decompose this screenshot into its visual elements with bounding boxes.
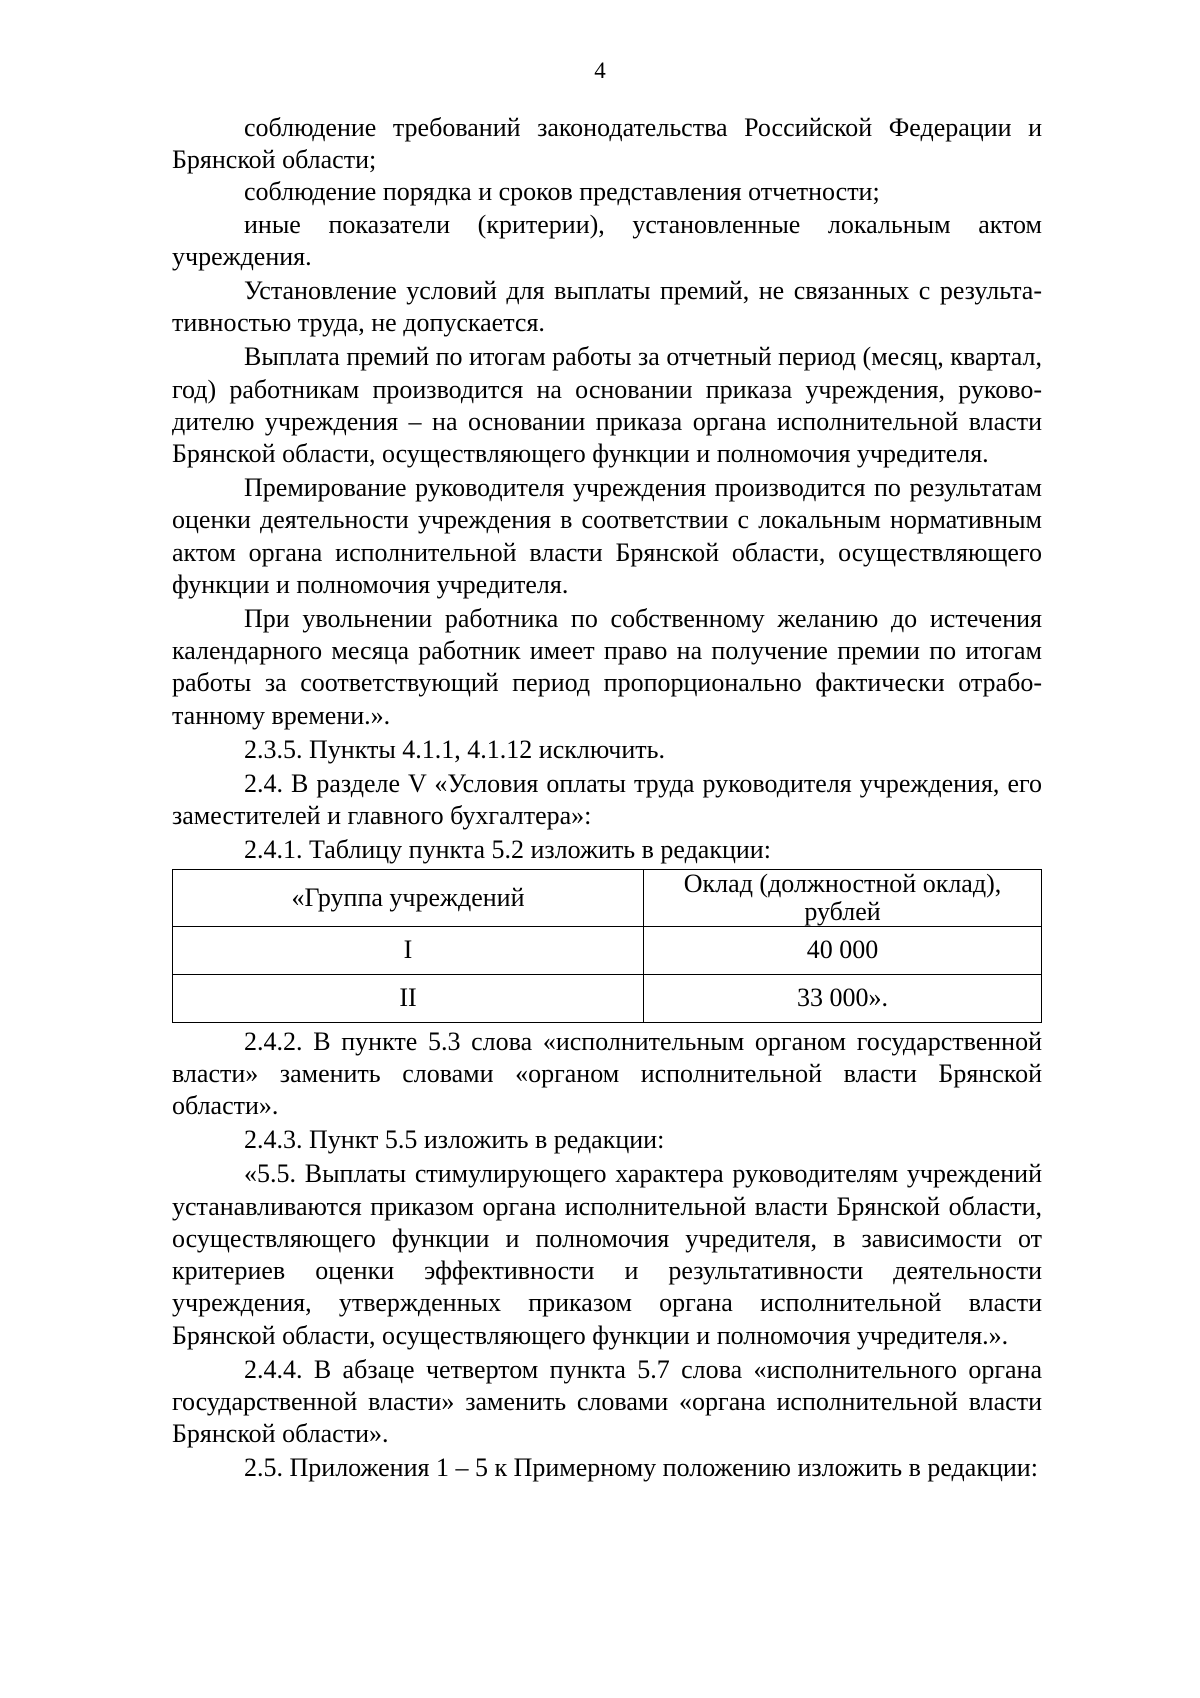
paragraph: Премирование руководителя учреждения производится по результатам оценки деятельности учреждения в соответствии с локальным нормативным актом органа исполнительной власти Брянской области, осуществляющего функции и полномочия учредителя. (172, 473, 1042, 599)
paragraph: 2.4.1. Таблицу пункта 5.2 изложить в редакции: (244, 835, 771, 865)
table-header-cell: Оклад (должностной оклад), рублей (644, 869, 1042, 926)
paragraph: соблюдение требований законодательства Российской Федерации и Брянской области; (172, 113, 1042, 175)
paragraph: 2.5. Приложения 1 – 5 к Примерному положению изложить в редакции: (244, 1453, 1038, 1483)
paragraph: 2.4.2. В пункте 5.3 слова «исполнительным органом государственной власти» заменить словами «органом исполнительной власти Брянской области». (172, 1026, 1042, 1121)
paragraph: 2.4.3. Пункт 5.5 изложить в редакции: (244, 1125, 665, 1155)
table-row (173, 974, 1042, 1022)
page-number: 4 (594, 58, 606, 83)
document-body (172, 112, 1042, 1485)
table-header-cell: «Группа учреждений (173, 869, 644, 926)
table-cell: II (173, 974, 644, 1022)
salary-table (172, 869, 1042, 1023)
table-row (173, 926, 1042, 974)
paragraph: соблюдение порядка и сроков представления отчетности; (244, 177, 880, 207)
table-header-row (173, 869, 1042, 926)
paragraph: 2.4.4. В абзаце четвертом пункта 5.7 слова «исполнительного органа государственной власти» заменить словами «органа исполнительной власти Брянской области». (172, 1354, 1042, 1449)
paragraph: иные показатели (критерии), установленные локальным актом учреждения. (172, 209, 1042, 271)
table-cell: 33 000». (644, 974, 1042, 1022)
paragraph: При увольнении работника по собственному желанию до истечения календарного месяца работник имеет право на получение премии по итогам работы за соответствующий период пропорционально фактически отработанному времени.». (172, 604, 1042, 730)
table-cell: 40 000 (644, 926, 1042, 974)
paragraph: Установление условий для выплаты премий, не связанных с результативностью труда, не допускается. (172, 276, 1042, 338)
table-cell: I (173, 926, 644, 974)
paragraph: Выплата премий по итогам работы за отчетный период (месяц, квартал, год) работникам производится на основании приказа учреждения, руководителю учреждения – на основании приказа органа исполнительной власти Брянской области, осуществляющего функции и полномочия учредителя. (172, 342, 1042, 469)
paragraph: «5.5. Выплаты стимулирующего характера руководителям учреждений устанавливаются приказом органа исполнительной власти Брянской области, осуществляющего функции и полномочия учредителя, в зависимости от критериев оценки эффективности и результативности деятельности учреждения, утвержденных приказом органа исполнительной власти Брянской области, осуществляющего функции и полномочия учредителя.». (172, 1159, 1042, 1350)
paragraph: 2.3.5. Пункты 4.1.1, 4.1.12 исключить. (244, 734, 666, 764)
paragraph: 2.4. В разделе V «Условия оплаты труда руководителя учреждения, его заместителей и главного бухгалтера»: (172, 769, 1042, 831)
